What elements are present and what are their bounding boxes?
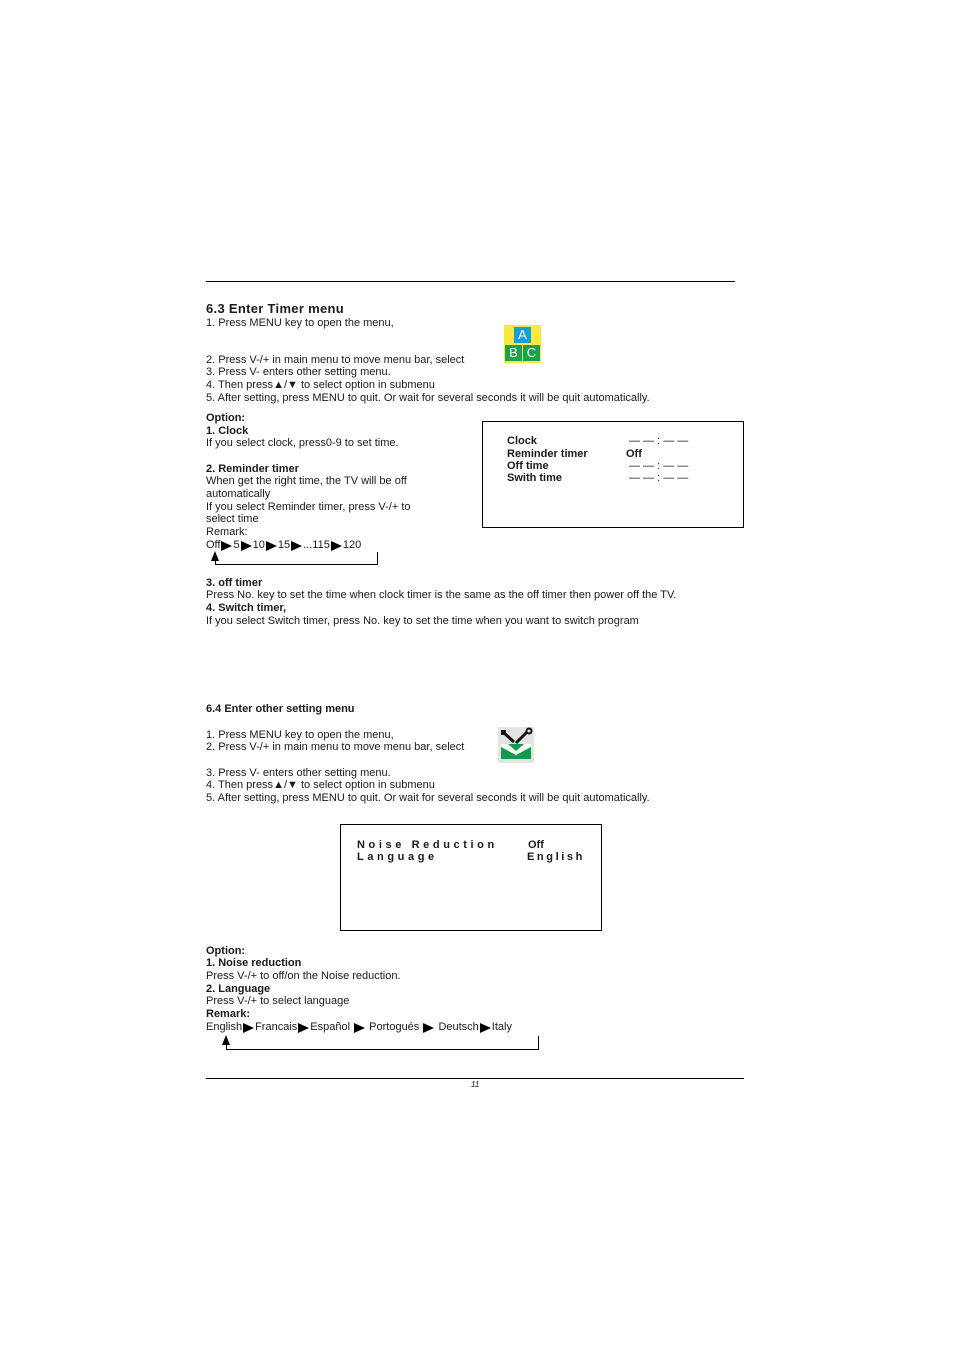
flow-arrow-icon xyxy=(291,541,302,551)
tools-settings-icon xyxy=(498,727,534,763)
flow-item: 120 xyxy=(342,539,362,551)
other-remark: Remark: xyxy=(206,1008,251,1020)
top-rule xyxy=(206,281,735,282)
flow-arrow-icon xyxy=(221,541,232,551)
timer-step-3: 3. Press V- enters other setting menu. xyxy=(206,366,391,378)
flow-item: ... xyxy=(303,539,313,551)
other-step-5: 5. After setting, press MENU to quit. Or wait for several seconds it will be quit automatically. xyxy=(206,792,650,804)
flow-arrow-icon xyxy=(243,1023,254,1033)
language-description: Press V-/+ to select language xyxy=(206,995,350,1007)
flow-item: Portogués xyxy=(369,1021,420,1033)
up-arrow-icon: ▲ xyxy=(273,379,284,391)
flow-item: 115 xyxy=(312,539,330,551)
timer-remark: Remark: xyxy=(206,526,248,538)
language-title: 2. Language xyxy=(206,983,271,995)
icon-letter-a: A xyxy=(514,327,531,343)
timer-heading: 6.3 Enter Timer menu xyxy=(206,301,344,316)
menu-swith-value: — — : — — xyxy=(629,472,689,484)
flow-item: English xyxy=(206,1021,243,1033)
menu-language-label: Language xyxy=(357,851,438,863)
timer-step-5: 5. After setting, press MENU to quit. Or wait for several seconds it will be quit automatically. xyxy=(206,392,650,404)
flow-arrow-icon xyxy=(354,1023,365,1033)
reminder-description-2: automatically xyxy=(206,488,271,500)
step-4-text-a: 4. Then press xyxy=(206,779,274,791)
language-loop-arrow xyxy=(222,1035,542,1051)
flow-item: 15 xyxy=(277,539,291,551)
noise-title: 1. Noise reduction xyxy=(206,957,302,969)
noise-description: Press V-/+ to off/on the Noise reduction. xyxy=(206,970,401,982)
step-4-text-a: 4. Then press xyxy=(206,379,274,391)
page-number: 11 xyxy=(471,1080,480,1089)
offtimer-description: Press No. key to set the time when clock timer is the same as the off timer then power off the TV. xyxy=(206,589,677,601)
menu-reminder-value: Off xyxy=(626,448,642,460)
flow-item: Italy xyxy=(491,1021,512,1033)
other-step-1: 1. Press MENU key to open the menu, xyxy=(206,729,394,741)
reminder-description-3: If you select Reminder timer, press V-/+ to xyxy=(206,501,411,513)
timer-step-4 xyxy=(206,379,435,392)
reminder-description-1: When get the right time, the TV will be off xyxy=(206,475,407,487)
reminder-title: 2. Reminder timer xyxy=(206,463,299,475)
flow-arrow-icon xyxy=(331,541,342,551)
abc-timer-icon xyxy=(504,325,541,363)
timer-step-1: 1. Press MENU key to open the menu, xyxy=(206,317,394,329)
icon-letter-b: B xyxy=(505,345,522,361)
bottom-rule xyxy=(206,1078,744,1079)
flow-item: Deutsch xyxy=(438,1021,479,1033)
language-flow xyxy=(206,1021,512,1034)
flow-item: Español xyxy=(310,1021,351,1033)
other-option-label: Option: xyxy=(206,945,246,957)
offtimer-title: 3. off timer xyxy=(206,577,263,589)
switch-description: If you select Switch timer, press No. key to set the time when you want to switch program xyxy=(206,615,639,627)
clock-description: If you select clock, press0-9 to set time. xyxy=(206,437,399,449)
flow-item: 5 xyxy=(233,539,240,551)
timer-option-label: Option: xyxy=(206,412,246,424)
step-4-text-c: to select option in submenu xyxy=(300,379,435,391)
flow-arrow-icon xyxy=(480,1023,491,1033)
menu-clock-label: Clock xyxy=(507,435,537,447)
flow-arrow-icon xyxy=(266,541,277,551)
menu-language-value: English xyxy=(527,851,585,863)
wrench-screwdriver-icon xyxy=(498,727,534,763)
menu-noise-value: Off xyxy=(528,839,544,851)
icon-letter-c: C xyxy=(523,345,540,361)
menu-offtime-label: Off time xyxy=(507,460,549,472)
timer-menu-box xyxy=(482,421,744,528)
reminder-loop-arrow xyxy=(211,551,379,565)
timer-step-2: 2. Press V-/+ in main menu to move menu bar, select xyxy=(206,354,465,366)
switch-title: 4. Switch timer, xyxy=(206,602,287,614)
other-menu-box xyxy=(340,824,602,931)
flow-arrow-icon xyxy=(423,1023,434,1033)
flow-arrow-icon xyxy=(241,541,252,551)
clock-title: 1. Clock xyxy=(206,425,249,437)
other-step-3: 3. Press V- enters other setting menu. xyxy=(206,767,391,779)
other-step-2: 2. Press V-/+ in main menu to move menu bar, select xyxy=(206,741,465,753)
step-4-text-c: to select option in submenu xyxy=(300,779,435,791)
menu-swith-label: Swith time xyxy=(507,472,563,484)
menu-reminder-label: Reminder timer xyxy=(507,448,588,460)
menu-noise-label: Noise Reduction xyxy=(357,839,498,851)
menu-offtime-value: — — : — — xyxy=(629,460,689,472)
step-4-slash: / xyxy=(283,779,288,791)
menu-clock-value: — — : — — xyxy=(629,435,689,447)
flow-item: Francais xyxy=(255,1021,298,1033)
flow-item: 10 xyxy=(252,539,265,551)
flow-item: Off xyxy=(206,539,221,551)
step-4-slash: / xyxy=(283,379,288,391)
down-arrow-icon: ▼ xyxy=(287,379,298,391)
flow-arrow-icon xyxy=(298,1023,309,1033)
other-step-4 xyxy=(206,779,435,792)
reminder-description-4: select time xyxy=(206,513,259,525)
up-arrow-icon: ▲ xyxy=(273,779,284,791)
down-arrow-icon: ▼ xyxy=(287,779,298,791)
other-heading: 6.4 Enter other setting menu xyxy=(206,703,355,715)
